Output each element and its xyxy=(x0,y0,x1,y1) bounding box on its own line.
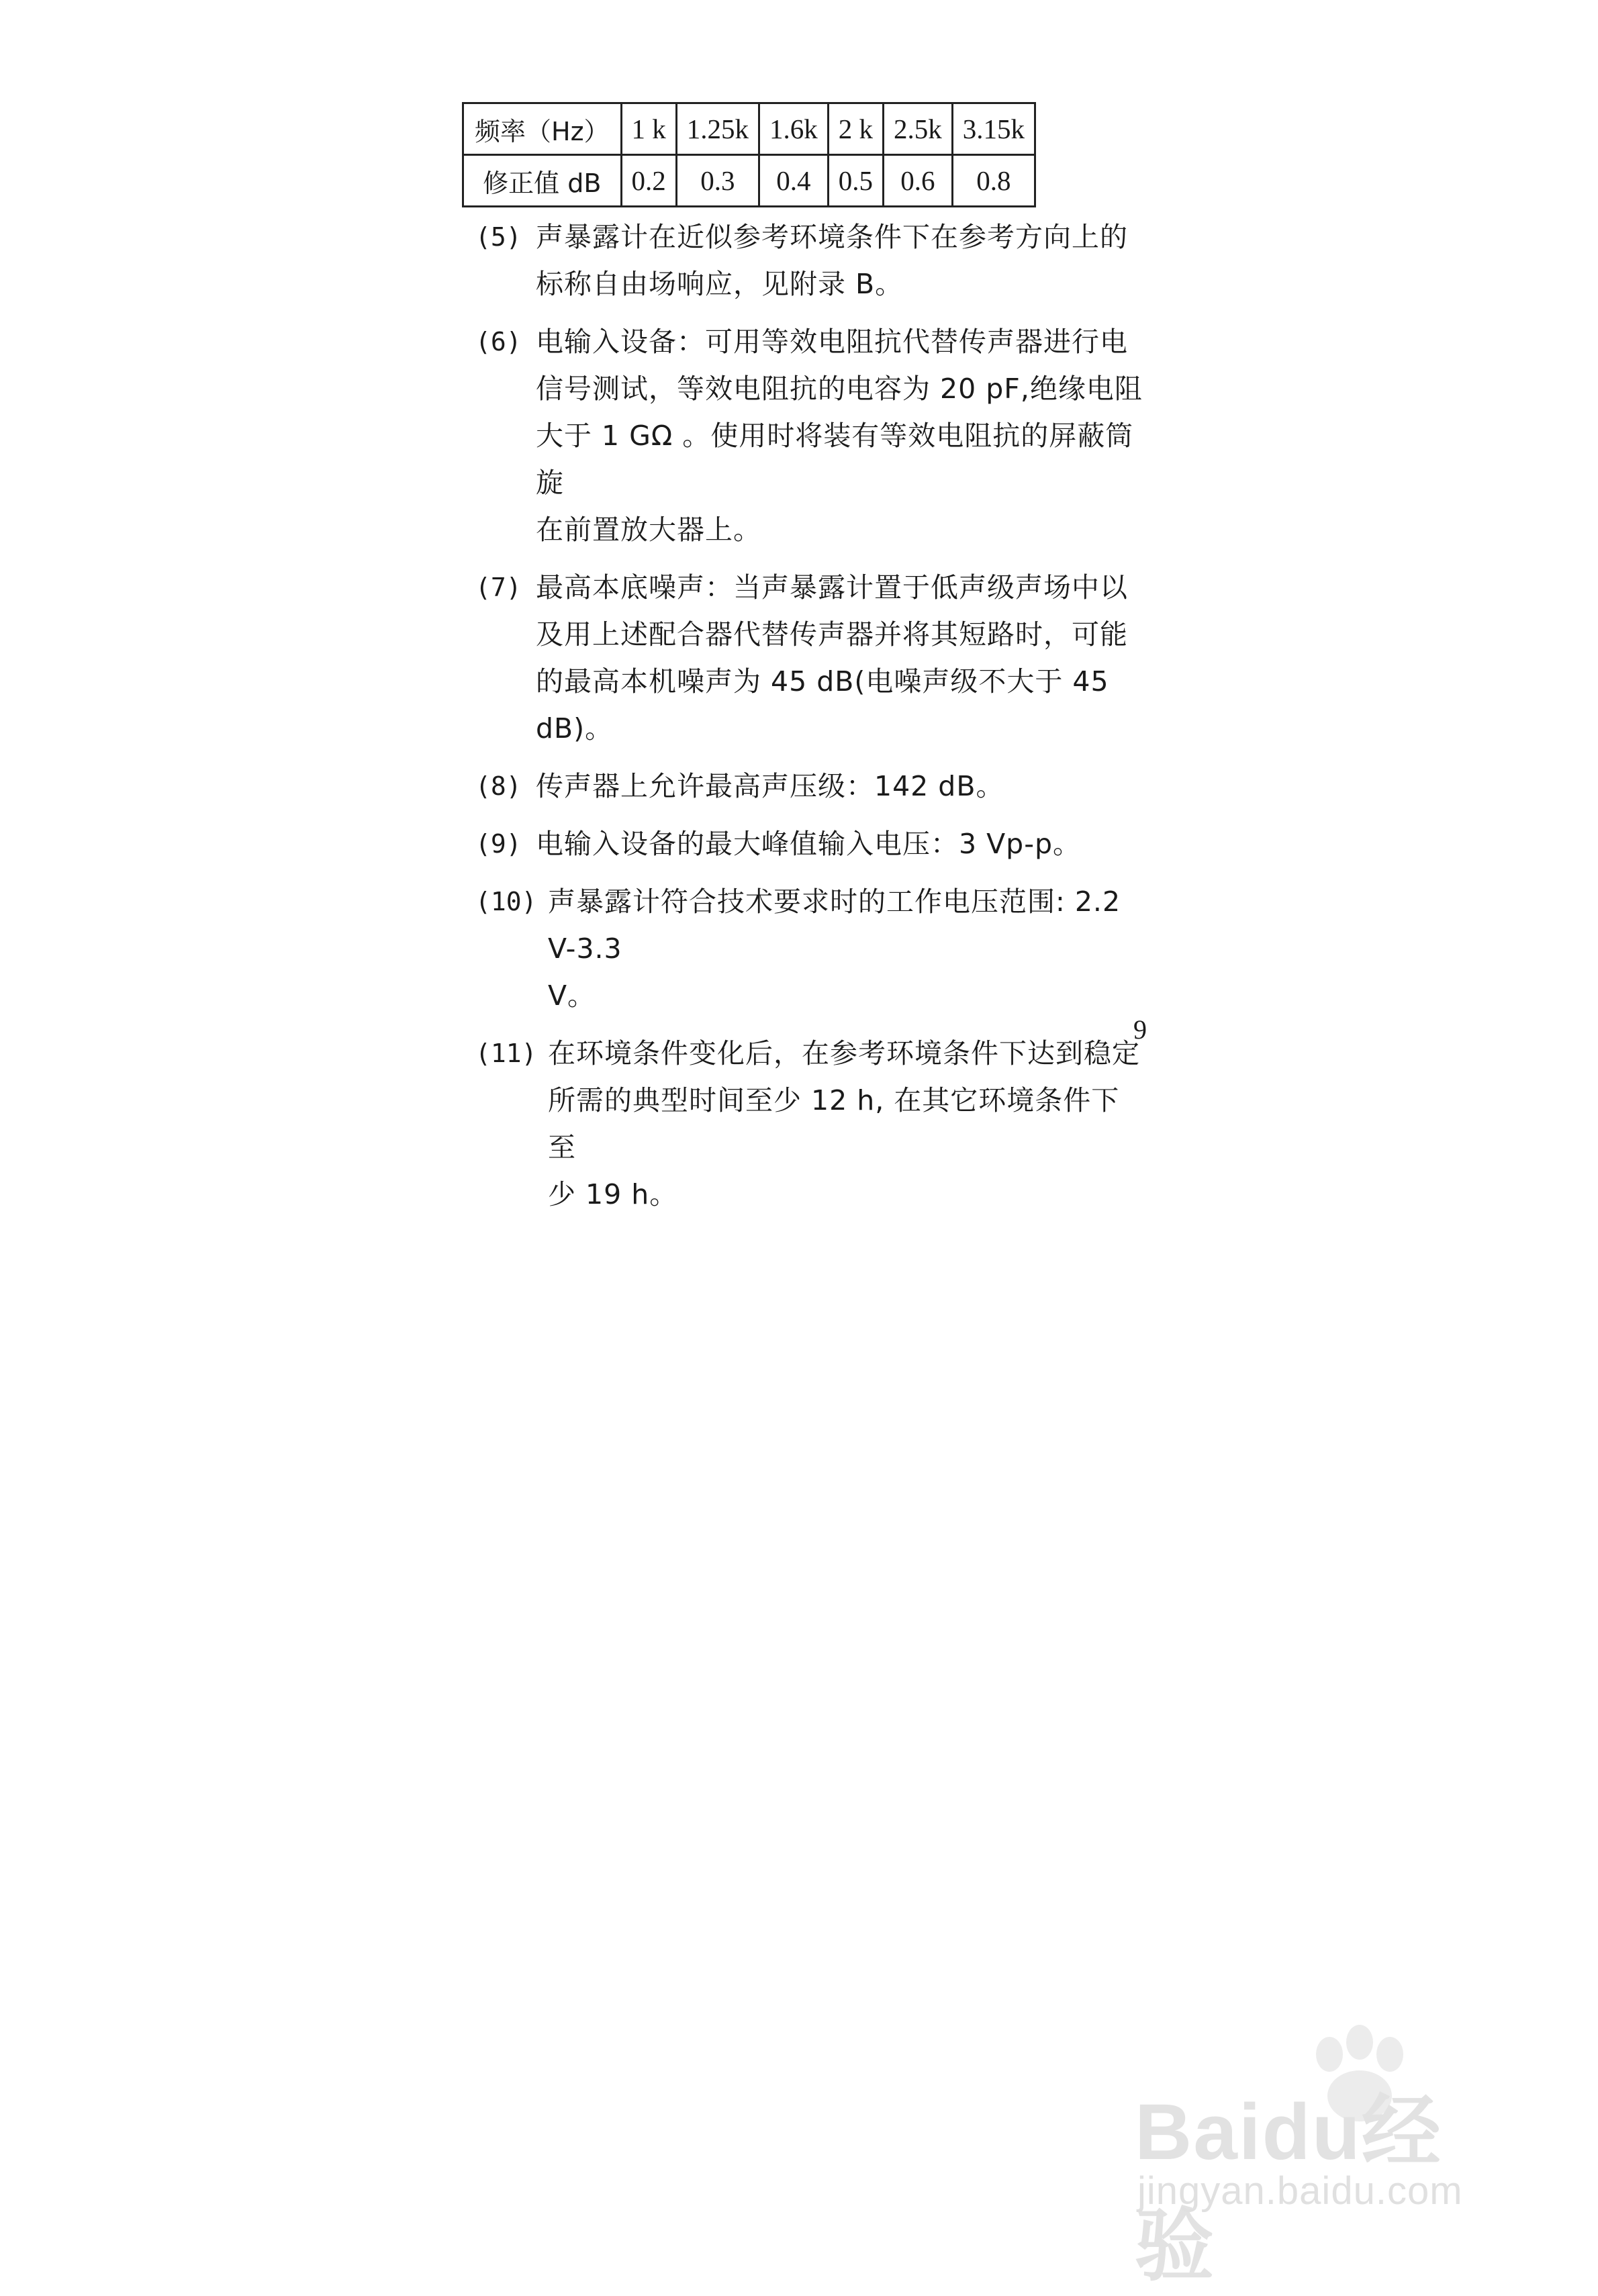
list-item xyxy=(475,763,1147,810)
watermark-logo: Baidu经验 xyxy=(1135,2088,1442,2291)
list-item xyxy=(475,564,1147,752)
item-text: 最高本底噪声：当声暴露计置于低声级声场中以 及用上述配合器代替传声器并将其短路时，可能 的最高本机噪声为 45 dB(电噪声级不大于 45 dB)。 xyxy=(536,571,1128,745)
table-cell: 1.25k xyxy=(676,103,759,155)
item-number: (11) xyxy=(475,1039,537,1068)
table-cell: 3.15k xyxy=(952,103,1035,155)
list-item xyxy=(475,213,1147,307)
item-text: 电输入设备：可用等效电阻抗代替传声器进行电 信号测试，等效电阻抗的电容为 20 pF,绝缘电阻 大于 1 GΩ 。使用时将装有等效电阻抗的屏蔽筒旋 在前置放大器上。 xyxy=(536,326,1143,546)
item-text: 在环境条件变化后，在参考环境条件下达到稳定 所需的典型时间至少 12 h, 在其它环境条件下至 少 19 h。 xyxy=(548,1037,1140,1210)
spec-list xyxy=(475,213,1147,1229)
table-cell: 0.2 xyxy=(621,155,676,207)
table-cell: 0.3 xyxy=(676,155,759,207)
list-item xyxy=(475,1030,1147,1218)
table-cell: 0.4 xyxy=(759,155,829,207)
item-text: 声暴露计在近似参考环境条件下在参考方向上的 标称自由场响应，见附录 B。 xyxy=(536,221,1128,300)
item-number: (9) xyxy=(475,829,522,859)
list-item xyxy=(475,318,1147,553)
item-text: 传声器上允许最高声压级：142 dB。 xyxy=(536,770,1004,802)
table-row xyxy=(463,103,1035,155)
item-number: (7) xyxy=(475,573,522,602)
item-text: 声暴露计符合技术要求时的工作电压范围: 2.2 V-3.3 V。 xyxy=(548,886,1121,1012)
item-number: (6) xyxy=(475,327,522,356)
item-text: 电输入设备的最大峰值输入电压：3 Vp-p。 xyxy=(536,828,1082,860)
table-cell: 1 k xyxy=(621,103,676,155)
page-number: 9 xyxy=(1133,1014,1147,1045)
list-item xyxy=(475,820,1147,867)
table-cell: 修正值 dB xyxy=(463,155,622,207)
watermark-url: jingyan.baidu.com xyxy=(1137,2169,1463,2213)
table-cell: 1.6k xyxy=(759,103,829,155)
table-cell: 2.5k xyxy=(884,103,953,155)
table-cell: 2 k xyxy=(828,103,883,155)
baidu-jingyan-watermark xyxy=(1135,2068,1511,2291)
item-number: (8) xyxy=(475,771,522,801)
list-item xyxy=(475,878,1147,1019)
table-cell: 0.8 xyxy=(952,155,1035,207)
table-cell: 0.6 xyxy=(884,155,953,207)
table-cell: 0.5 xyxy=(828,155,883,207)
table-row xyxy=(463,155,1035,207)
table-cell: 频率（Hz） xyxy=(463,103,622,155)
item-number: (10) xyxy=(475,887,537,916)
frequency-correction-table xyxy=(462,102,1036,207)
item-number: (5) xyxy=(475,222,522,252)
